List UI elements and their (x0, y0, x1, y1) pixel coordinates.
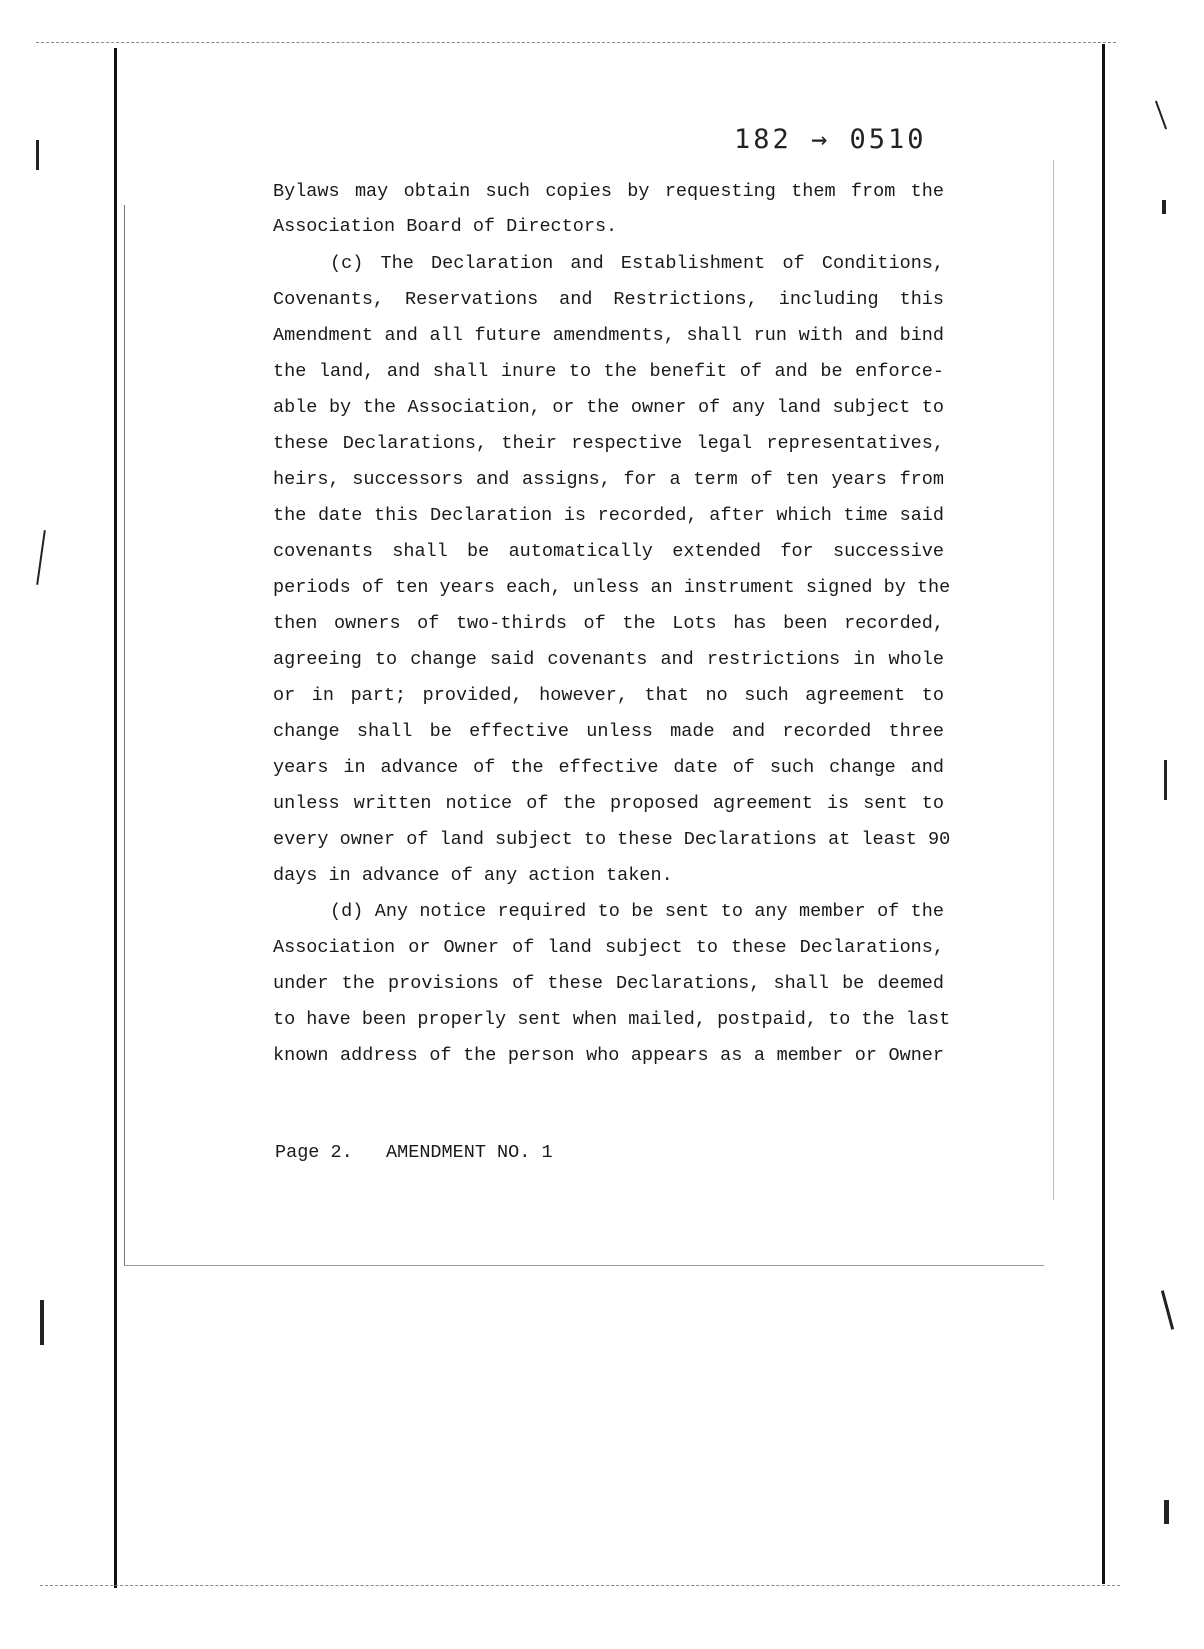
text-line: covenants shall be automatically extended for successive (273, 541, 944, 562)
text-line: to have been properly sent when mailed, postpaid, to the last (273, 1009, 951, 1030)
page-number: 182 → 0510 (734, 124, 927, 155)
text-line: heirs, successors and assigns, for a term of ten years from (273, 469, 944, 490)
scan-edge-bottom (40, 1585, 1120, 1586)
scan-speck (1162, 200, 1166, 214)
scan-border-left (114, 48, 117, 1588)
scan-speck (40, 1300, 44, 1345)
scan-speck (36, 140, 39, 170)
text-line: Bylaws may obtain such copies by requesting them from the (273, 181, 944, 202)
text-line: every owner of land subject to these Declarations at least 90 (273, 829, 951, 850)
scan-speck (1164, 1500, 1169, 1524)
scan-speck (1164, 760, 1167, 800)
text-line: (d) Any notice required to be sent to any member of the (330, 901, 944, 922)
text-line: (c) The Declaration and Establishment of Conditions, (330, 253, 944, 274)
text-line: periods of ten years each, unless an instrument signed by the (273, 577, 951, 598)
text-line: the land, and shall inure to the benefit of and be enforce- (273, 361, 944, 382)
text-line: these Declarations, their respective legal representatives, (273, 433, 944, 454)
scan-edge-top (36, 42, 1116, 43)
page-frame-bottom (124, 1265, 1044, 1266)
text-line: the date this Declaration is recorded, after which time said (273, 505, 944, 526)
text-line: unless written notice of the proposed agreement is sent to (273, 793, 944, 814)
text-line: then owners of two-thirds of the Lots has been recorded, (273, 613, 944, 634)
text-line: Covenants, Reservations and Restrictions, including this (273, 289, 944, 310)
text-line: able by the Association, or the owner of any land subject to (273, 397, 944, 418)
text-line: days in advance of any action taken. (273, 865, 673, 886)
text-line: or in part; provided, however, that no such agreement to (273, 685, 944, 706)
page-frame-right (1053, 160, 1054, 1200)
scan-speck (36, 530, 46, 585)
text-line: years in advance of the effective date of such change and (273, 757, 944, 778)
text-line: Association or Owner of land subject to these Declarations, (273, 937, 944, 958)
page-frame-left (124, 205, 125, 1265)
text-line: known address of the person who appears as a member or Owner (273, 1045, 944, 1066)
scan-speck (1155, 101, 1167, 130)
text-line: Amendment and all future amendments, shall run with and bind (273, 325, 944, 346)
text-line: Association Board of Directors. (273, 216, 618, 237)
scan-speck (1161, 1290, 1174, 1329)
scan-border-right (1102, 44, 1105, 1584)
text-line: under the provisions of these Declarations, shall be deemed (273, 973, 944, 994)
text-line: change shall be effective unless made and recorded three (273, 721, 944, 742)
page-footer: Page 2. AMENDMENT NO. 1 (275, 1142, 553, 1163)
text-line: agreeing to change said covenants and restrictions in whole (273, 649, 944, 670)
